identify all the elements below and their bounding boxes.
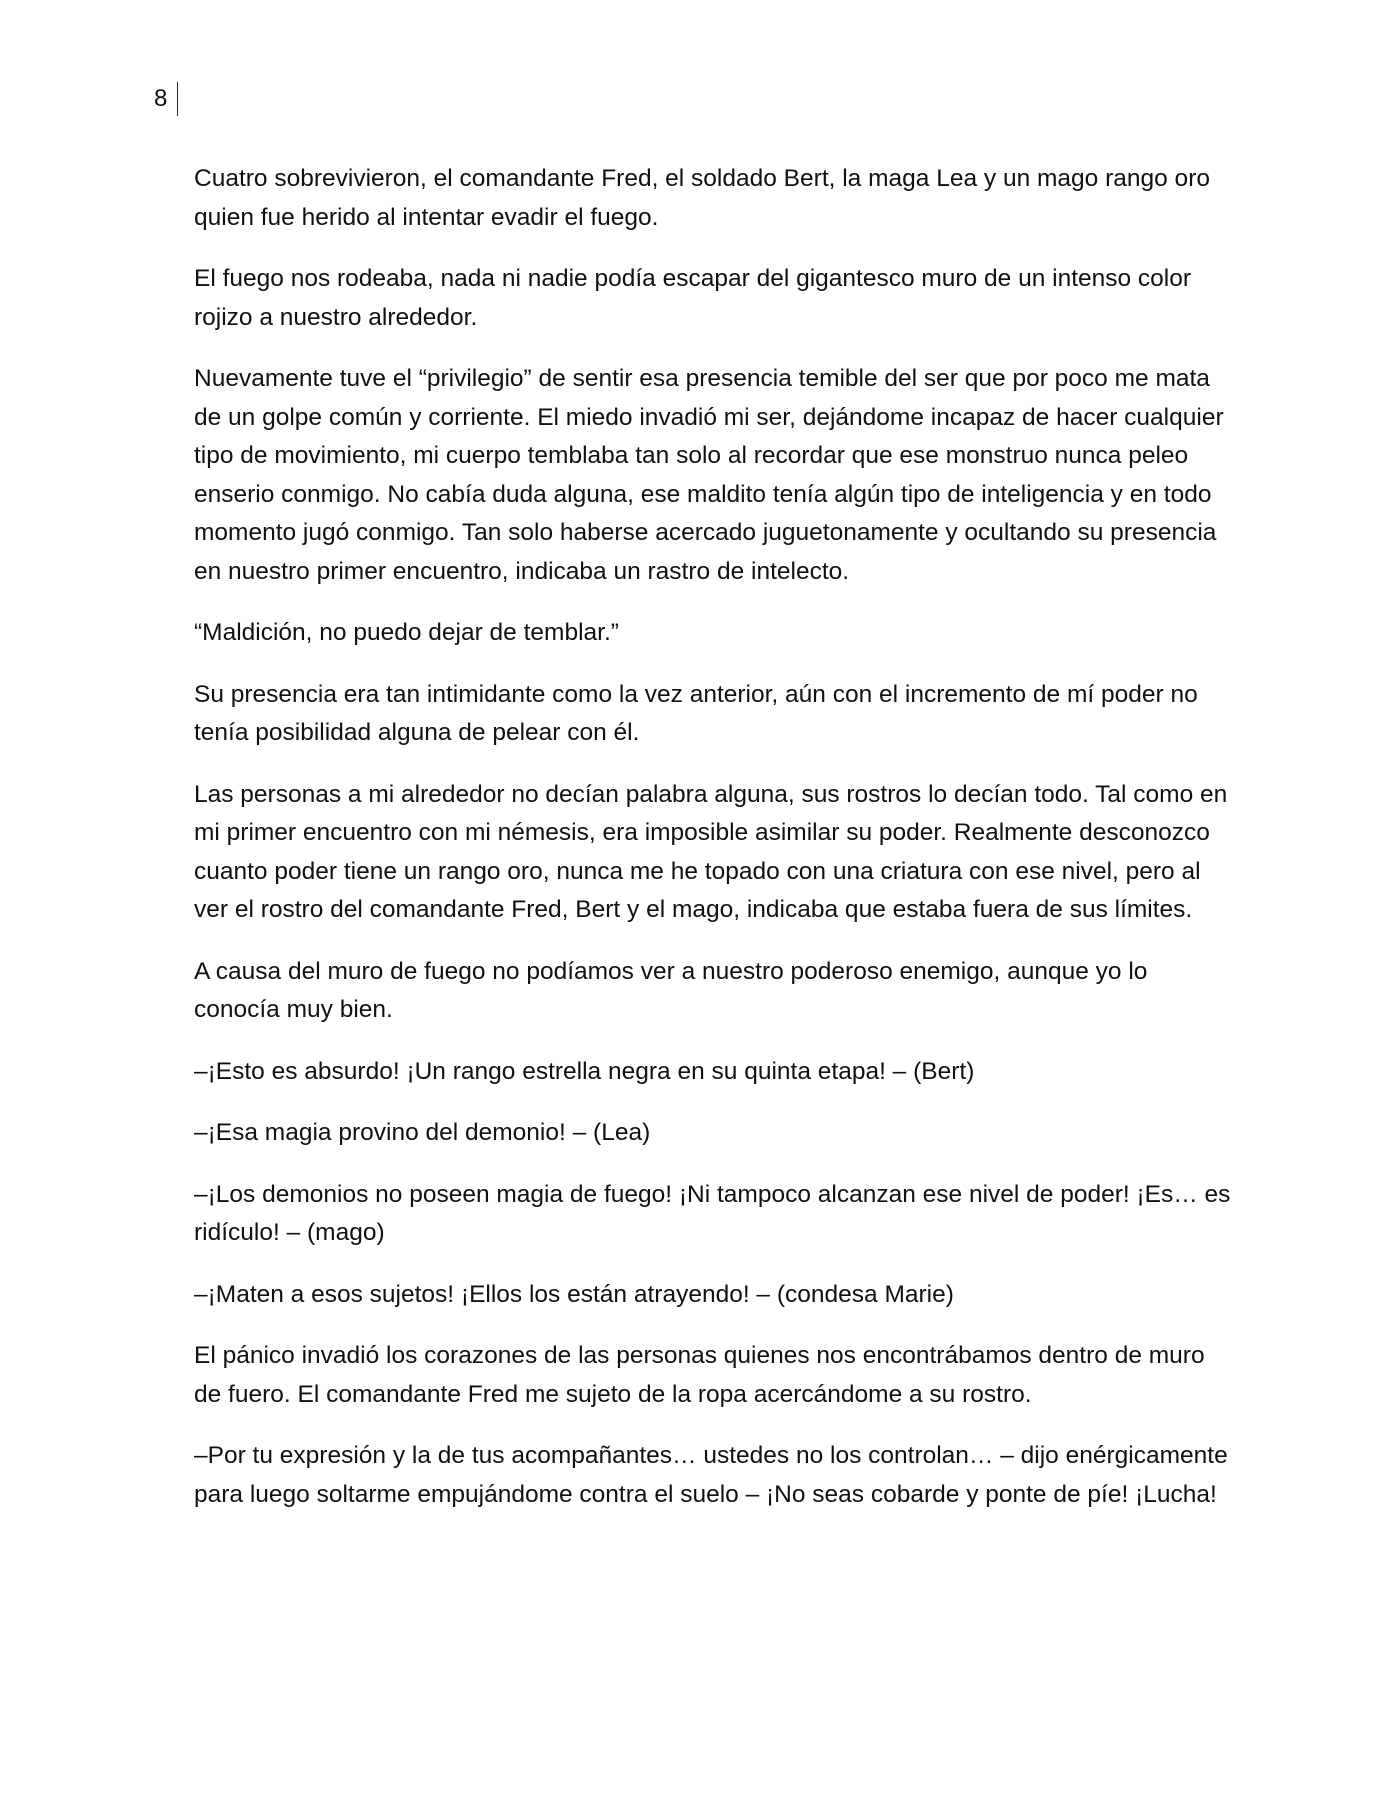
header-divider [177, 82, 178, 116]
paragraph: El fuego nos rodeaba, nada ni nadie podía escapar del gigantesco muro de un intenso color rojizo a nuestro alrededor. [194, 265, 1192, 331]
paragraph: Cuatro sobrevivieron, el comandante Fred, el soldado Bert, la maga Lea y un mago rango oro quien fue herido al intentar evadir el fuego. [194, 165, 1210, 231]
dialogue-line: –¡Los demonios no poseen magia de fuego! ¡Ni tampoco alcanzan ese nivel de poder! ¡Es… es ridículo! – (mago) [194, 1180, 1231, 1246]
paragraph: Las personas a mi alrededor no decían palabra alguna, sus rostros lo decían todo. Tal como en mi primer encuentro con mi némesis, era imposible asimilar su poder. Realmente desconozco cuanto poder tiene un rango oro, nunca me he topado con una criatura con ese nivel, pero al ver el rostro del comandante Fred, Bert y el mago, indicaba que estaba fuera de sus límites. [194, 780, 1228, 923]
paragraph: Nuevamente tuve el “privilegio” de sentir esa presencia temible del ser que por poco me mata de un golpe común y corriente. El miedo invadió mi ser, dejándome incapaz de hacer cualquier tipo de movimiento, mi cuerpo temblaba tan solo al recordar que ese monstruo nunca peleo enserio conmigo. No cabía duda alguna, ese maldito tenía algún tipo de inteligencia y en todo momento jugó conmigo. Tan solo haberse acercado juguetonamente y ocultando su presencia en nuestro primer encuentro, indicaba un rastro de intelecto. [194, 365, 1224, 585]
document-body [194, 160, 1234, 1537]
dialogue-line: –¡Maten a esos sujetos! ¡Ellos los están atrayendo! – (condesa Marie) [194, 1280, 954, 1308]
dialogue-line: –¡Esa magia provino del demonio! – (Lea) [194, 1119, 651, 1146]
paragraph: “Maldición, no puedo dejar de temblar.” [194, 619, 619, 646]
paragraph: A causa del muro de fuego no podíamos ver a nuestro poderoso enemigo, aunque yo lo conocía muy bien. [194, 957, 1148, 1023]
paragraph: Su presencia era tan intimidante como la vez anterior, aún con el incremento de mí poder no tenía posibilidad alguna de pelear con él. [194, 680, 1198, 746]
dialogue-line: –Por tu expresión y la de tus acompañantes… ustedes no los controlan… – dijo enérgicamente para luego soltarme empujándome contra el suelo – ¡No seas cobarde y ponte de píe! ¡Lucha! [194, 1442, 1228, 1508]
dialogue-line: –¡Esto es absurdo! ¡Un rango estrella negra en su quinta etapa! – (Bert) [194, 1057, 975, 1085]
page-number: 8 [154, 85, 168, 112]
page-header [154, 82, 178, 116]
paragraph: El pánico invadió los corazones de las personas quienes nos encontrábamos dentro de muro de fuero. El comandante Fred me sujeto de la ropa acercándome a su rostro. [194, 1342, 1205, 1408]
